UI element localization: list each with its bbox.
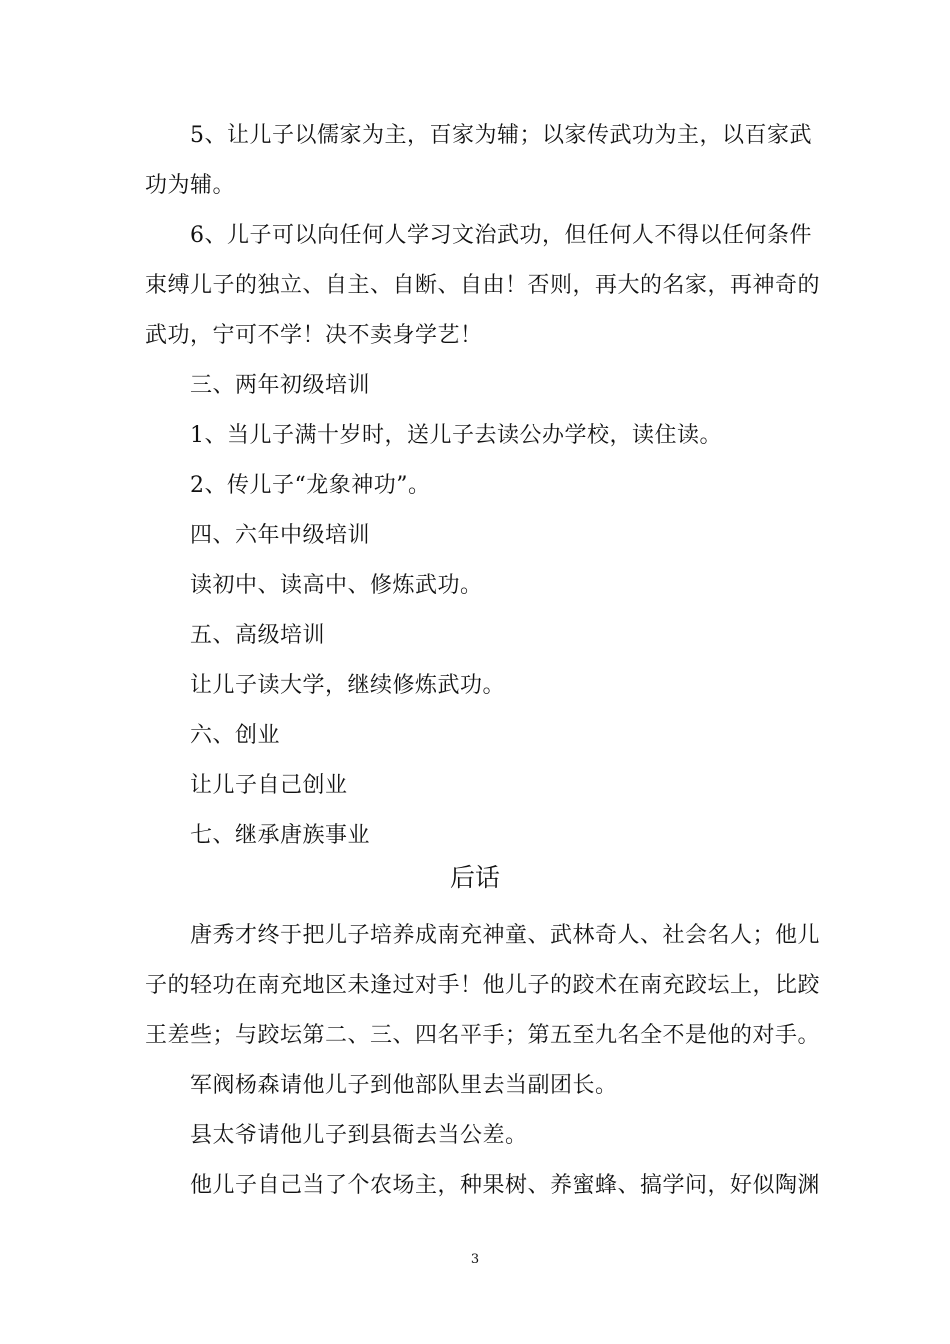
text-line: 束缚儿子的独立、自主、自断、自由！否则，再大的名家，再神奇的 bbox=[145, 273, 821, 298]
section-title: 七、继承唐族事业 bbox=[190, 823, 371, 848]
section-title: 四、六年中级培训 bbox=[190, 523, 371, 548]
text-line: 功为辅。 bbox=[145, 173, 236, 198]
afterword-heading: 后话 bbox=[449, 863, 500, 892]
text-line: 王差些；与跤坛第二、三、四名平手；第五至九名全不是他的对手。 bbox=[145, 1023, 821, 1048]
text-line: 读初中、读高中、修炼武功。 bbox=[190, 573, 483, 598]
text-line: 子的轻功在南充地区未逢过对手！他儿子的跤术在南充跤坛上，比跤 bbox=[145, 973, 821, 998]
text-line: 让儿子读大学，继续修炼武功。 bbox=[190, 673, 506, 698]
text-line: 军阀杨森请他儿子到他部队里去当副团长。 bbox=[190, 1073, 618, 1098]
text-line: 县太爷请他儿子到县衙去当公差。 bbox=[190, 1123, 528, 1148]
section-title: 六、创业 bbox=[190, 723, 281, 748]
section-title: 五、高级培训 bbox=[190, 623, 326, 648]
text-line: 6、儿子可以向任何人学习文治武功，但任何人不得以任何条件 bbox=[190, 223, 812, 248]
text-line: 唐秀才终于把儿子培养成南充神童、武林奇人、社会名人；他儿 bbox=[190, 923, 821, 948]
page-number: 3 bbox=[470, 1252, 480, 1267]
text-line: 5、让儿子以儒家为主，百家为辅；以家传武功为主，以百家武 bbox=[190, 123, 812, 148]
text-line: 让儿子自己创业 bbox=[190, 773, 348, 798]
text-line: 武功，宁可不学！决不卖身学艺！ bbox=[145, 323, 483, 348]
text-line: 他儿子自己当了个农场主，种果树、养蜜蜂、搞学问，好似陶渊 bbox=[190, 1173, 821, 1198]
text-line: 2、传儿子“龙象神功”。 bbox=[190, 473, 431, 498]
text-line: 1、当儿子满十岁时，送儿子去读公办学校，读住读。 bbox=[190, 423, 722, 448]
section-title: 三、两年初级培训 bbox=[190, 373, 371, 398]
